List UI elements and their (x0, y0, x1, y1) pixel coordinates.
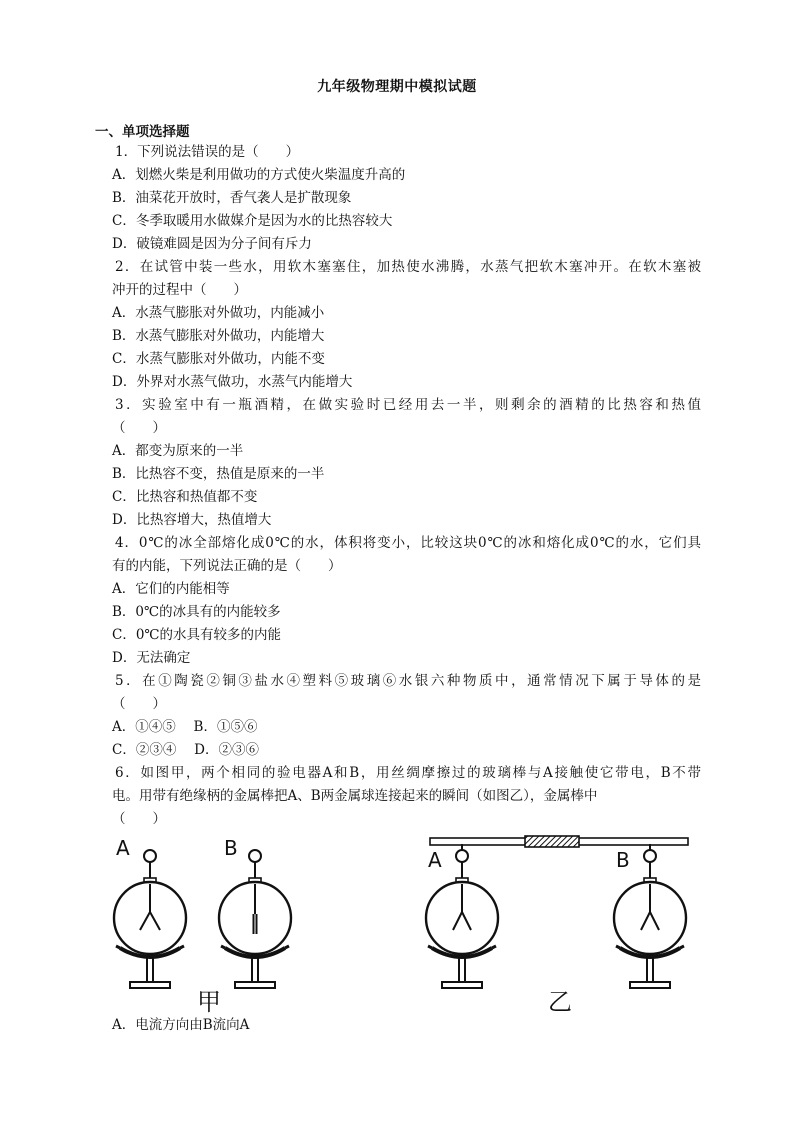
label-a-left: A (116, 836, 130, 860)
q3-option-c: C．比热容和热值都不变 (112, 489, 258, 505)
label-b-left: B (224, 836, 238, 860)
q2-option-c: C．水蒸气膨胀对外做功，内能不变 (112, 351, 325, 367)
q4-option-a: A．它们的内能相等 (112, 581, 230, 597)
q6-stem-line2: 电。用带有绝缘柄的金属棒把A、B两金属球连接起来的瞬间（如图乙），金属棒中 (112, 788, 598, 804)
electroscope-b-left (219, 850, 291, 988)
q5-options-ab: A．①④⑤ B．①⑤⑥ (112, 719, 258, 735)
q4-stem-line2: 有的内能，下列说法正确的是（ ） (112, 558, 342, 574)
q1-option-d: D．破镜难圆是因为分子间有斥力 (112, 236, 312, 252)
q1-stem: 1．下列说法错误的是（ ） (115, 144, 300, 160)
electroscope-figure (105, 828, 705, 1018)
label-b-right: B (616, 848, 630, 872)
q2-option-a: A．水蒸气膨胀对外做功，内能减小 (112, 305, 325, 321)
q2-stem-line1: 2．在试管中装一些水，用软木塞塞住，加热使水沸腾，水蒸气把软木塞冲开。在软木塞被 (115, 259, 701, 275)
caption-jia: 甲 (197, 988, 221, 1016)
q4-option-c: C．0℃的水具有较多的内能 (112, 627, 282, 643)
q5-options-cd: C．②③④ D．②③⑥ (112, 742, 259, 758)
q6-stem-line3: （ ） (112, 811, 166, 827)
q3-option-d: D．比热容增大，热值增大 (112, 512, 272, 528)
q6-stem-line1: 6．如图甲，两个相同的验电器A和B，用丝绸摩擦过的玻璃棒与A接触使它带电，B不带 (115, 765, 701, 781)
q4-option-d: D．无法确定 (112, 650, 191, 666)
q2-stem-line2: 冲开的过程中（ ） (112, 282, 247, 298)
q1-option-b: B．油菜花开放时，香气袭人是扩散现象 (112, 190, 352, 206)
q3-stem-line2: （ ） (112, 420, 166, 436)
q6-option-a: A．电流方向由B流向A (112, 1017, 250, 1033)
q1-option-a: A．划燃火柴是利用做功的方式使火柴温度升高的 (112, 167, 406, 183)
q4-option-b: B．0℃的冰具有的内能较多 (112, 604, 281, 620)
q2-option-b: B．水蒸气膨胀对外做功，内能增大 (112, 328, 325, 344)
q5-stem-line1: 5．在①陶瓷②铜③盐水④塑料⑤玻璃⑥水银六种物质中，通常情况下属于导体的是 (115, 673, 701, 689)
caption-yi: 乙 (548, 988, 572, 1016)
section-heading: 一、单项选择题 (95, 124, 190, 140)
page-title: 九年级物理期中模拟试题 (317, 79, 477, 95)
q2-option-d: D．外界对水蒸气做功，水蒸气内能增大 (112, 374, 353, 390)
insulating-handle (525, 836, 579, 847)
q3-stem-line1: 3．实验室中有一瓶酒精，在做实验时已经用去一半，则剩余的酒精的比热容和热值 (115, 397, 701, 413)
q5-stem-line2: （ ） (112, 696, 166, 712)
label-a-right: A (428, 848, 442, 872)
q4-stem-line1: 4．0℃的冰全部熔化成0℃的水，体积将变小，比较这块0℃的冰和熔化成0℃的水，它们具 (115, 535, 701, 551)
q3-option-a: A．都变为原来的一半 (112, 443, 244, 459)
q3-option-b: B．比热容不变，热值是原来的一半 (112, 466, 325, 482)
electroscope-a-left (114, 850, 186, 988)
q1-option-c: C．冬季取暖用水做媒介是因为水的比热容较大 (112, 213, 393, 229)
